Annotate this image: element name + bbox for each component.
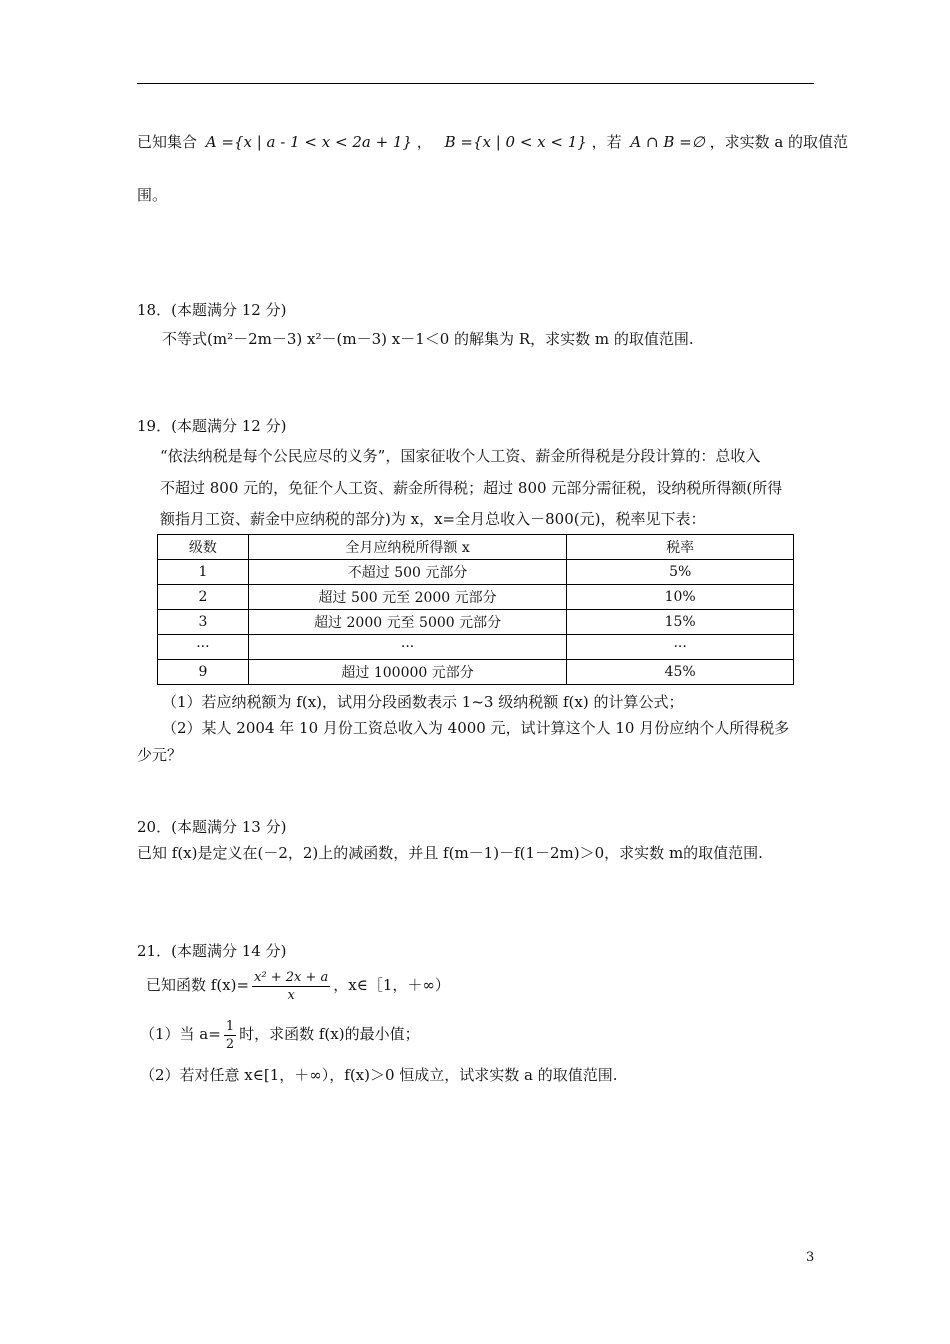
table-cell: 5% [567, 560, 794, 585]
table-cell: 2 [158, 585, 249, 610]
table-cell: 1 [158, 560, 249, 585]
table-row [158, 635, 794, 660]
q21-sub2: （2）若对任意 x∈[1，＋∞），f(x)＞0 恒成立，试求实数 a 的取值范围. [140, 1066, 618, 1084]
q21-definition [146, 966, 450, 1004]
q20-text: 已知 f(x)是定义在(－2，2)上的减函数，并且 f(m－1)－f(1－2m)＞0，求实数 m的取值范围. [137, 844, 763, 862]
table-cell: ··· [158, 635, 249, 660]
table-cell: 45% [567, 660, 794, 685]
q21-def-suffix: ，x∈［1，＋∞） [333, 976, 450, 994]
q19-para-line1: “依法纳税是每个公民应尽的义务”，国家征收个人工资、薪金所得税是分段计算的：总收入 [160, 447, 761, 465]
q19-sub1: （1）若应纳税额为 f(x)，试用分段函数表示 1~3 级纳税额 f(x) 的计算公式； [162, 693, 684, 711]
q21-sub1-prefix: （1）当 a= [140, 1025, 221, 1043]
header-rule [137, 83, 814, 84]
q18-header: 18．(本题满分 12 分) [137, 301, 287, 319]
table-cell: 超过 2000 元至 5000 元部分 [248, 610, 567, 635]
q17-line1 [137, 131, 848, 152]
table-cell: 不超过 500 元部分 [248, 560, 567, 585]
q21-header: 21．(本题满分 14 分) [137, 942, 287, 960]
q17-set-b: B ={x | 0 < x < 1} [444, 133, 587, 151]
table-header-row [158, 535, 794, 560]
table-cell: 15% [567, 610, 794, 635]
q17-set-a: A ={x | a - 1 < x < 2a + 1} [205, 133, 412, 151]
table-row [158, 560, 794, 585]
table-cell: 超过 500 元至 2000 元部分 [248, 585, 567, 610]
table-cell: 9 [158, 660, 249, 685]
q18-text: 不等式(m²－2m－3) x²－(m－3) x－1＜0 的解集为 R，求实数 m 的取值范围. [162, 330, 694, 348]
q17-condition: A ∩ B =∅ [630, 133, 705, 151]
half-denominator: 2 [225, 1036, 235, 1052]
table-row [158, 585, 794, 610]
q21-sub1 [140, 1014, 420, 1054]
table-header-cell: 级数 [158, 535, 249, 560]
q21-sub1-suffix: 时，求函数 f(x)的最小值； [239, 1025, 420, 1043]
table-cell: ··· [248, 635, 567, 660]
half-numerator: 1 [225, 1018, 235, 1034]
q19-para-line3: 额指月工资、薪金中应纳税的部分)为 x，x=全月总收入－800(元)，税率见下表： [160, 510, 706, 528]
table-header-cell: 税率 [567, 535, 794, 560]
q21-denominator: x [287, 987, 295, 1003]
table-row [158, 660, 794, 685]
q17-mid: ，若 [591, 133, 622, 151]
table-header-cell: 全月应纳税所得额 x [248, 535, 567, 560]
q17-comma: ， [416, 133, 432, 151]
table-cell: 3 [158, 610, 249, 635]
q20-header: 20．(本题满分 13 分) [137, 818, 287, 836]
q17-prefix: 已知集合 [137, 133, 198, 151]
table-row [158, 610, 794, 635]
table-cell: ··· [567, 635, 794, 660]
q21-fraction [252, 969, 330, 1004]
table-cell: 10% [567, 585, 794, 610]
q19-sub2-line2: 少元？ [137, 746, 183, 764]
tax-rate-table [157, 534, 794, 685]
half-fraction [224, 1018, 236, 1053]
q19-sub2-line1: （2）某人 2004 年 10 月份工资总收入为 4000 元，试计算这个人 10 月份应纳个人所得税多 [162, 719, 790, 737]
q21-def-prefix: 已知函数 f(x)= [146, 976, 250, 994]
q17-tail: ，求实数 a 的取值范 [709, 133, 849, 151]
q19-para-line2: 不超过 800 元的，免征个人工资、薪金所得税；超过 800 元部分需征税，设纳税所得额(所得 [160, 479, 783, 497]
q19-header: 19．(本题满分 12 分) [137, 417, 287, 435]
table-cell: 超过 100000 元部分 [248, 660, 567, 685]
page-number: 3 [806, 1250, 815, 1265]
q21-numerator: x² + 2x + a [254, 969, 329, 985]
q17-line2: 围。 [137, 186, 168, 204]
